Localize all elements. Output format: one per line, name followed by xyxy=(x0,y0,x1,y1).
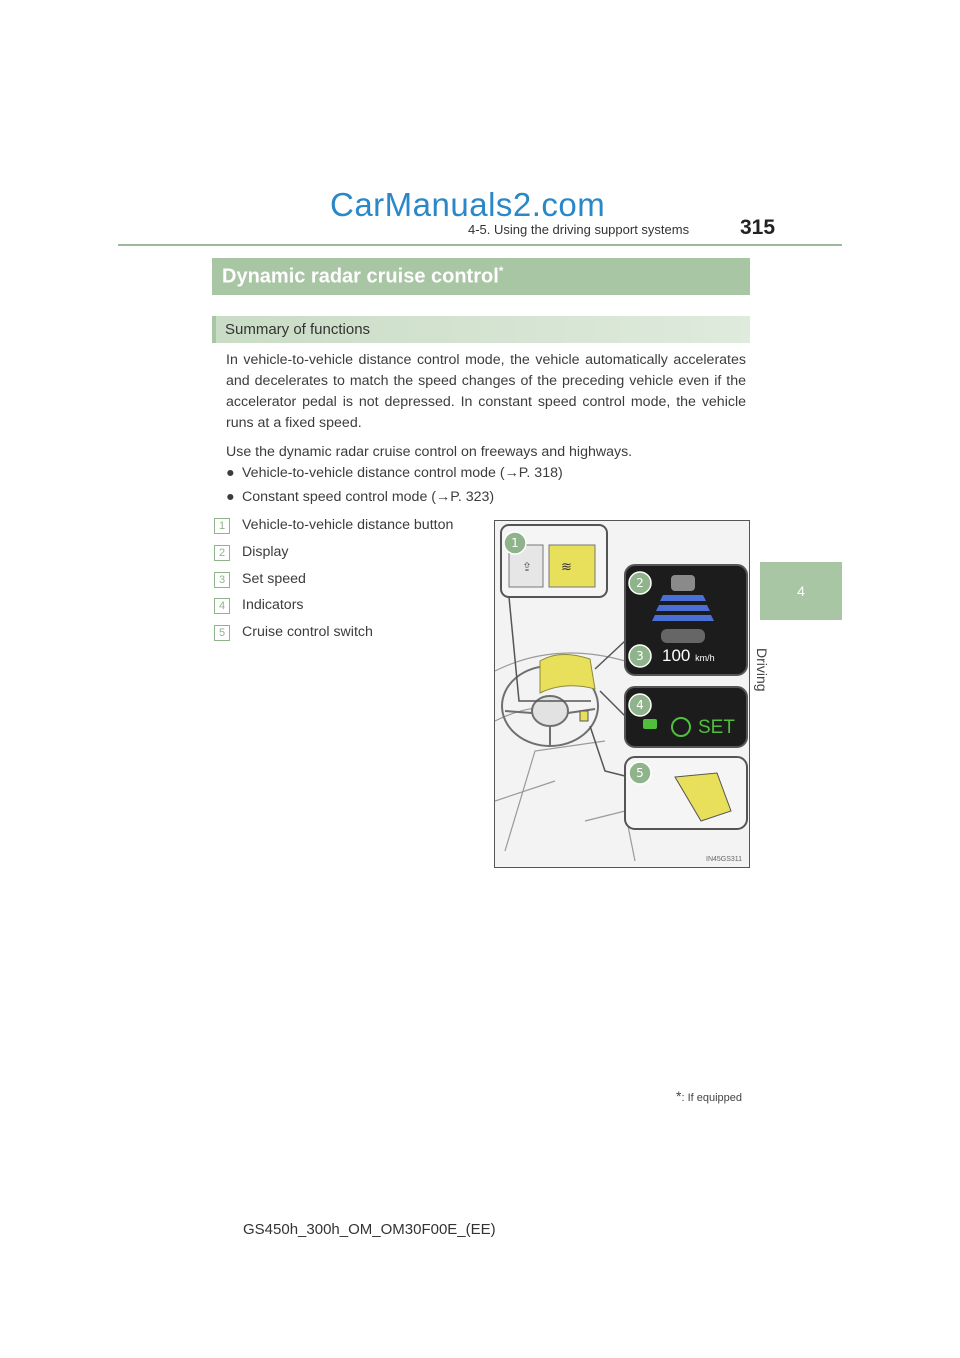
bullet-text: Vehicle-to-vehicle distance control mode (→P. 318) xyxy=(242,465,563,481)
chapter-heading: 4-5. Using the driving support systems xyxy=(468,222,690,237)
item-number-3: 3 xyxy=(214,572,230,588)
footnote-star: * xyxy=(676,1088,682,1104)
speed-unit: km/h xyxy=(695,653,715,663)
set-indicator-label: SET xyxy=(698,717,735,738)
cockpit-illustration xyxy=(494,520,750,868)
item-label-3: Set speed xyxy=(242,571,306,587)
set-speed-readout xyxy=(662,646,715,666)
bullet-item xyxy=(226,465,563,481)
page-number: 315 xyxy=(740,216,776,239)
bullet-item xyxy=(226,489,494,505)
item-number-4: 4 xyxy=(214,598,230,614)
callout-3: 3 xyxy=(636,649,644,663)
svg-text:≋: ≋ xyxy=(561,560,572,575)
footnote-text: : If equipped xyxy=(681,1092,743,1104)
chapter-tab-label: Driving xyxy=(754,648,770,692)
callout-4: 4 xyxy=(636,698,644,712)
section-title-text: Dynamic radar cruise control xyxy=(222,265,499,288)
item-number-5: 5 xyxy=(214,625,230,641)
document-id: GS450h_300h_OM_OM30F00E_(EE) xyxy=(243,1221,496,1238)
footnote xyxy=(676,1088,742,1104)
callout-1: 1 xyxy=(511,536,519,550)
usage-paragraph: Use the dynamic radar cruise control on freeways and highways. xyxy=(226,444,633,460)
bullet-dot: ● xyxy=(226,489,235,505)
figure-code: IN45GS311 xyxy=(706,856,743,863)
section-title-bar xyxy=(212,258,750,295)
section-title xyxy=(222,264,503,289)
intro-paragraph: In vehicle-to-vehicle distance control mode, the vehicle automatically accelerates and decelerates to match the speed changes of the preceding vehicle even if the accelerator pedal is not depressed. In constant speed control mode, the vehicle runs at a fixed speed. xyxy=(226,352,746,431)
header-rule xyxy=(118,244,842,246)
item-label-5: Cruise control switch xyxy=(242,624,373,640)
svg-text:⇪: ⇪ xyxy=(522,560,533,574)
item-label-1: Vehicle-to-vehicle distance button xyxy=(242,517,454,533)
item-number-1: 1 xyxy=(214,518,230,534)
bullet-text: Constant speed control mode (→P. 323) xyxy=(242,489,495,505)
item-label-2: Display xyxy=(242,544,289,560)
speed-value: 100 xyxy=(662,646,691,665)
item-number-2: 2 xyxy=(214,545,230,561)
watermark: CarManuals2.com xyxy=(330,186,606,223)
callout-5: 5 xyxy=(636,766,644,780)
item-label-4: Indicators xyxy=(242,597,304,613)
display-highlight xyxy=(540,654,595,693)
subsection-title: Summary of functions xyxy=(225,321,371,338)
callout-2: 2 xyxy=(636,576,644,590)
bullet-dot: ● xyxy=(226,465,235,481)
chapter-tab[interactable]: 4 xyxy=(760,562,842,620)
cockpit-drawing xyxy=(495,521,750,868)
subsection-bar xyxy=(212,316,750,343)
if-equipped-marker: * xyxy=(498,264,504,278)
